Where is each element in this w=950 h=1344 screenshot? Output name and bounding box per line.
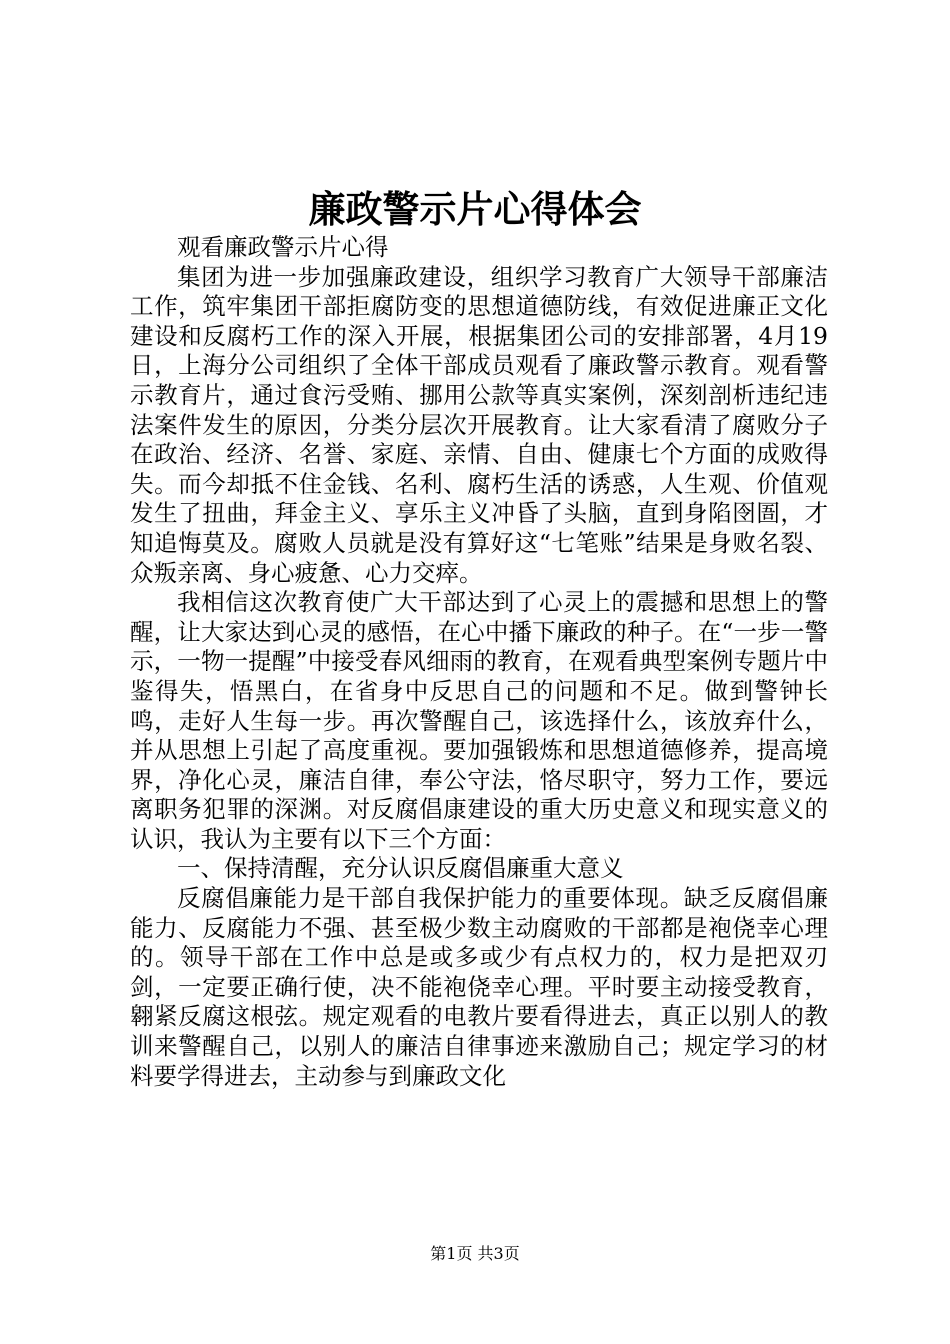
section-heading: 一、保持清醒，充分认识反腐倡廉重大意义 (177, 854, 624, 883)
paragraph: 集团为进一步加强廉政建设，组织学习教育广大领导干部廉洁工作，筑牢集团干部拒腐防变的思想道德防线，有效促进廉正文化建设和反腐朽工作的深入开展，根据集团公司的安排部署，4月19日，上海分公司组织了全体干部成员观看了廉政警示教育。观看警示教育片，通过食污受贿、挪用公款等真实案例，深刻剖析违纪违法案件发生的原因，分类分层次开展教育。让大家看清了腐败分子在政治、经济、名誉、家庭、亲情、自由、健康七个方面的成败得失。而今却抵不住金钱、名利、腐朽生活的诱惑，人生观、价值观发生了扭曲，拜金主义、享乐主义冲昏了头脑，直到身陷囹圄，才知追悔莫及。腐败人员就是没有算好这“七笔账”结果是身败名裂、众叛亲离、身心疲惫、心力交瘁。 (130, 262, 828, 587)
document-body (130, 233, 828, 1091)
paragraph: 我相信这次教育使广大干部达到了心灵上的震撼和思想上的警醒，让大家达到心灵的感悟，在心中播下廉政的种子。在“一步一警示，一物一提醒”中接受春风细雨的教育，在观看典型案例专题片中鉴得失，悟黑白，在省身中反思自己的问题和不足。做到警钟长鸣，走好人生每一步。再次警醒自己，该选择什么，该放弃什么，并从思想上引起了高度重视。要加强锻炼和思想道德修养，提高境界，净化心灵，廉洁自律，奉公守法，恪尽职守，努力工作，要远离职务犯罪的深渊。对反腐倡康建设的重大历史意义和现实意义的认识，我认为主要有以下三个方面： (130, 588, 828, 853)
page-footer: 第1页 共3页 (430, 1244, 520, 1263)
document-title: 廉政警示片心得体会 (308, 187, 642, 231)
paragraph-subtitle: 观看廉政警示片心得 (177, 233, 389, 261)
paragraph: 反腐倡廉能力是干部自我保护能力的重要体现。缺乏反腐倡廉能力、反腐能力不强、甚至极少数主动腐败的干部都是袍侥幸心理的。领导干部在工作中总是或多或少有点权力的，权力是把双刃剑，一定要正确行使，决不能袍侥幸心理。平时要主动接受教育，翱紧反腐这根弦。规定观看的电教片要看得进去，真正以别人的教训来警醒自己，以别人的廉洁自律事迹来激励自己；规定学习的材料要学得进去，主动参与到廉政文化 (130, 884, 828, 1090)
